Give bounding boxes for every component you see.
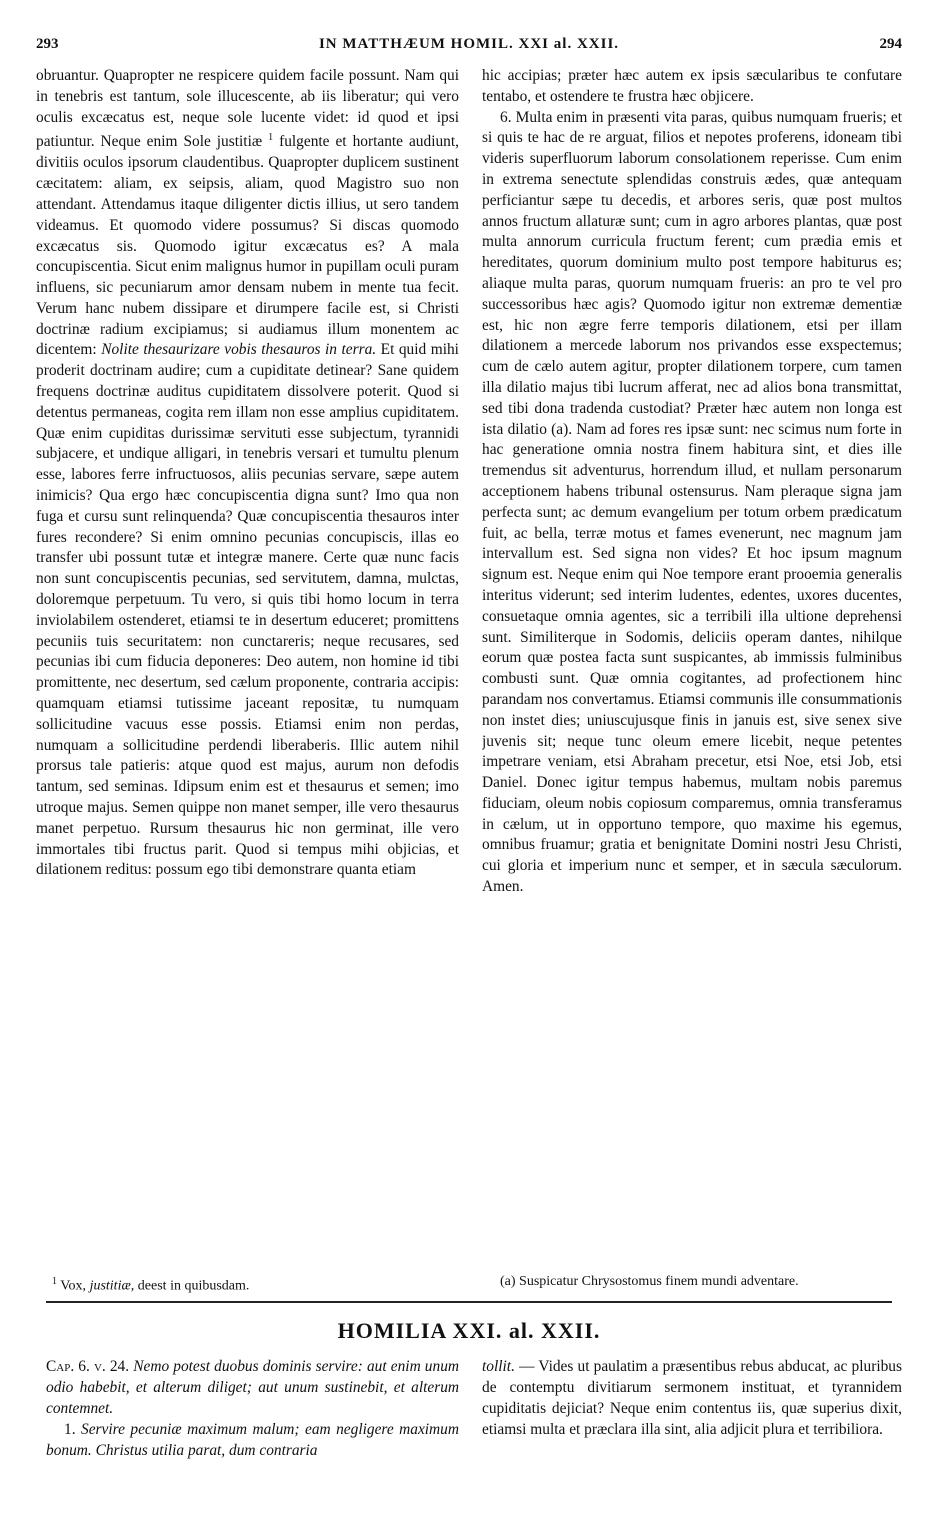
right-paragraph-2 <box>482 108 902 898</box>
footnote-mark-1: 1 <box>52 1276 57 1287</box>
right-column <box>482 66 902 1268</box>
footnote-left-a: Vox, <box>60 1278 87 1294</box>
paragraph-argument: Servire pecuniæ maximum malum; eam negligere maximum bonum. Christus utilia parat, dum contraria <box>46 1421 459 1459</box>
homily-left-column <box>46 1356 459 1506</box>
homily-right-column <box>482 1356 902 1506</box>
chapter-verse: Nemo potest duobus dominis servire: aut enim unum odio habebit, et alterum diliget; aut unum sustinebit, et alterum contemnet. <box>46 1358 459 1417</box>
page-number-left: 293 <box>36 36 59 52</box>
footnote-right-text: Suspicatur Chrysostomus finem mundi adventare. <box>519 1274 799 1289</box>
footnote-mark-a: (a) <box>500 1274 516 1289</box>
footnote-ref-1: 1 <box>268 132 274 144</box>
homily-title: HOMILIA XXI. al. XXII. <box>337 1318 601 1343</box>
section-divider <box>46 1301 892 1303</box>
right-text-b: . Nam ad fores res ipsæ sunt: nec scimus num forte in hac generatione omnia nostra finem habitura sint, et dies ille tremendus sit adventurus, horrendum illud, et nullam personarum acceptionem habens tribunal ostensurus. Nam pleraque signa jam perfecta sunt; ac demum evangelium per totum orbem prædicatum fuit, ac bella, terræ motus et fames evenerunt, nec magnum jam intervallum est. Sed signa non vides? Et hoc ipsum magnum signum est. Neque enim qui Noe tempore erant prooemia generalis interitus viderunt; sed interim ludentes, edentes, uxores ducentes, consuetaque omnia agentes, sic a terribili illa ultione deprehensi sunt. Similiterque in Sodomis, deliciis operam dantes, nihilque eorum quæ postea facta sunt suspicantes, ab immissis fulminibus combusti sunt. Quæ omnia cogitantes, ad profectionem hinc parandam nos convertamus. Etiamsi communis ille consummationis non instet dies; uniuscujusque finis in januis est, sive senex sive juvenis sit; neque tunc oleum emere licebit, neque petentes impetrare veniam, etsi Abraham precetur, etsi Noe, etsi Job, etsi Daniel. Donec igitur tempus habemus, multam nobis paremus fiduciam, oleum nobis copiosum comparemus, omnia transferamus in cælum, ut in opportuno tempore, quo maxime his egemus, omnibus fruamur; gratia et benignitate Domini nostri Jesu Christi, cui gloria et imperium nunc et semper, et in sæcula sæculorum. Amen. <box>482 420 902 896</box>
footnote-ref-a: (a) <box>551 420 569 438</box>
left-text-b: fulgente et hortante audiunt, divitiis oculos ipsorum claudentibus. Quapropter duplicem sustinent cæcitatem: aliam, ex seipsis, aliam, quod Magistro suo non attendant. Attendamus itaque diligenter dictis illius, ut sero tandem videamus. Et quomodo videre possumus? Si discas quomodo excæcatus sis. Quomodo igitur excæcatus es? A mala concupiscentia. Sicut enim malignus humor in pupillam oculi puram influens, sic pecuniarum amor densam nubem in mente tua fecit. Verum hanc nubem dissipare et dirumpere facile est, si Christi doctrinæ radium excipiamus; si audiamus illum monentem ac dicentem: <box>36 133 459 359</box>
running-title: IN MATTHÆUM HOMIL. XXI al. XXII. <box>318 36 620 52</box>
chapter-label: Cap. 6. v. 24. <box>46 1358 130 1375</box>
homily-paragraph-continued <box>482 1356 902 1440</box>
footnote-left <box>52 1273 452 1296</box>
running-header <box>36 36 902 62</box>
chapter-summary <box>46 1356 459 1419</box>
left-column <box>36 66 459 1268</box>
footnote-right <box>500 1273 900 1291</box>
right-paragraph-1: hic accipias; præter hæc autem ex ipsis sæcularibus te confutare tentabo, et ostendere te frustra hæc objicere. <box>482 67 902 105</box>
homily-text: — Vides ut paulatim a præsentibus rebus abducat, ac pluribus de contemptu divitiarum sermonem instituat, et tyrannidem cupiditatis dejiciat? Neque enim contentus iis, quæ superius dixit, etiamsi multa et præclara illa sint, alia adjicit plura et terribiliora. <box>482 1358 902 1438</box>
argument-end: tollit. <box>482 1358 515 1375</box>
left-text-a: obruantur. Quapropter ne respicere quidem facile possunt. Nam qui in tenebris est tantum, sole illucescente, ab iis liberatur; qui vero oculis excæcatus est, neque sole lucente videt: id quod et ipsi patiuntur. Neque enim Sole justitiæ <box>36 67 459 151</box>
paragraph-number: 1. <box>64 1421 76 1438</box>
scripture-quote: Nolite thesaurizare vobis thesauros in terra. <box>101 341 377 359</box>
homily-paragraph-1 <box>46 1419 459 1461</box>
footnote-left-b: deest in quibusdam. <box>137 1278 250 1294</box>
right-text-a: 6. Multa enim in præsenti vita paras, quibus numquam frueris; et si quis te hac de re arguat, filios et nepotes proferens, idoneam tibi videris superfluorum laborum consolationem reperisse. Cum enim in extrema senectute splendidas construis ædes, quæ antequam perficiantur sæpe tu decedis, et arbores seris, quæ post multos annos fructum allaturæ sunt; cum in agro arbores plantas, quæ post multa annorum curricula fructum ferent; cum prædia emis et hereditates, quorum dominium multo post tempore habiturus es; aliaque multa paras, quorum numquam frueris: an pro te vel pro successoribus hæc agis? Quomodo igitur non extremæ dementiæ est, hic non ægre ferre temporis dilationem, etsi per illam dilationem a mercede laborum nos privandos esse exspectemus; cum de cælo autem agitur, propter dilationem torpere, cum tamen illa dilatio majus tibi lucrum afferat, nec ad alios bona transmittat, sed tibi dona tradenda custodiat? Præter hæc autem non longa est ista dilatio <box>482 108 902 438</box>
left-paragraph <box>36 66 459 881</box>
footnote-left-word: justitiæ, <box>89 1278 135 1294</box>
page-number-right: 294 <box>879 36 902 52</box>
left-text-c: Et quid mihi proderit doctrinam audire; cum a cupiditate detinear? Sane quidem frequens doctrinæ auditus cupiditatem dissolvere poterit. Quod si detentus permaneas, cogita rem illam non esse amplius cupiditatem. Quæ enim cupiditas durissimæ servituti esse subjectum, tyrannidi subjacere, et undique alligari, in tenebris versari et tumultu plenum esse, labores ferre infructuosos, aliis pecunias servare, sæpe autem inimicis? Qua ergo hæc concupiscentia digna sunt? Imo qua non fuga et cursu sunt relinquenda? Quæ concupiscentia thesauros inter fures recondere? Si enim omnino pecunias concupiscis, illas eo transfer ubi possunt tutæ et integræ manere. Certe quæ nunc facis non sunt concupiscentis pecunias, sed servitutem, damna, mulctas, doloremque perpetuum. Tu vero, si quis tibi homo locum in terra inviolabilem ostenderet, etiamsi te in desertum educeret; promittens pecuniis tuis securitatem: non cunctareris; neque recusares, sed pecunias ibi cum fiducia deponeres: Deo autem, non homine id tibi promittente, nec desertum, sed cælum proponente, contraria accipis: quamquam etiamsi tutissime jaceant repositæ, tu numquam sollicitudine vacuus esse possis. Etiamsi enim non perdas, numquam a sollicitudine perdendi liberaberis. Illic autem nihil prorsus tale patieris: atque quod est majus, aurum non defodis tantum, sed seminas. Idipsum enim est et thesaurus et semen; imo utroque majus. Semen quippe non manet semper, ille vero thesaurus manet perpetuo. Rursum thesaurus hic non germinat, ille vero immortales tibi fructus parit. Quod si tempus mihi objicias, et dilationem reditus: possum ego tibi demonstrare quanta etiam <box>36 341 459 879</box>
